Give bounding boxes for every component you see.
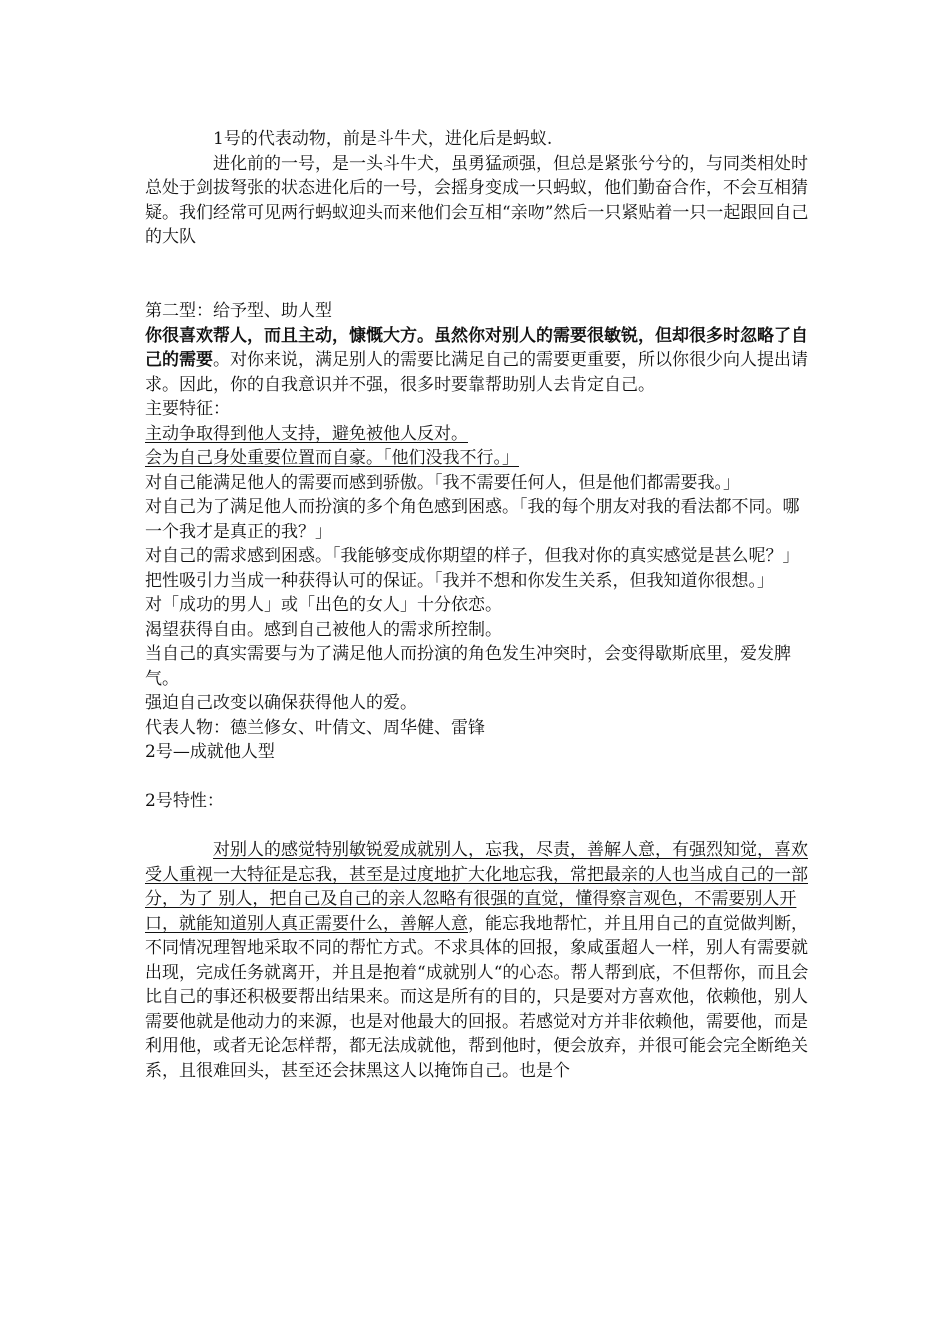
traits-underlined: 对别人的感觉特别敏锐爱成就别人，忘我，尽责，善解人意，有强烈知觉，喜欢受人重视一大特征是忘我，甚至是过度地扩大化地忘我，常把最亲的人也当成自己的一部分，为了 别人，把自己及自己的亲人忽略有很强的直觉，懂得察言观色，不需要别人开口，就能知道别人真正需要什么，善解人意 bbox=[145, 840, 808, 934]
spacer bbox=[145, 814, 810, 839]
feature-item: 渴望获得自由。感到自己被他人的需求所控制。 bbox=[145, 619, 502, 640]
feature-item: 把性吸引力当成一种获得认可的保证。「我并不想和你发生关系，但我知道你很想。」 bbox=[145, 570, 774, 591]
type2-intro-rest: 。对你来说，满足别人的需要比满足自己的需要更重要，所以你很少向人提出请求。因此，你的自我意识并不强，很多时要靠帮助别人去肯定自己。 bbox=[145, 350, 808, 395]
type2-intro-bold: 你很喜欢帮人，而且主动，慷慨大方。虽然你对别人的需要很敏锐，但却很多时忽略了自己的需要 bbox=[145, 325, 808, 370]
feature-item bbox=[145, 422, 810, 447]
feature-item: 对「成功的男人」或「出色的女人」十分依恋。 bbox=[145, 595, 502, 615]
section-type1 bbox=[145, 127, 810, 250]
representatives: 代表人物：德兰修女、叶倩文、周华健、雷锋 bbox=[145, 717, 485, 738]
type1-evolution-paragraph: 进化前的一号，是一头斗牛犬，虽勇猛顽强，但总是紧张兮兮的，与同类相处时总处于剑拔弩张的状态进化后的一号，会摇身变成一只蚂蚁，他们勤奋合作，不会互相猜疑。我们经常可见两行蚂蚁迎头而来他们会互相“亲吻”然后一只紧贴着一只一起跟回自己的大队 bbox=[145, 153, 809, 247]
feature-item: 对自己的需求感到困惑。「我能够变成你期望的样子，但我对你的真实感觉是甚么呢？」 bbox=[145, 546, 800, 566]
section-type2 bbox=[145, 299, 810, 1083]
feature-item bbox=[145, 446, 810, 471]
type2-heading: 第二型：给予型、助人型 bbox=[145, 301, 332, 321]
traits-label: 2号特性： bbox=[145, 791, 224, 811]
spacer bbox=[145, 765, 810, 790]
feature-item: 对自己能满足他人的需要而感到骄傲。「我不需要任何人，但是他们都需要我。」 bbox=[145, 472, 740, 493]
traits-paragraph bbox=[145, 838, 810, 1083]
type2-title: 2号—成就他人型 bbox=[145, 742, 275, 762]
type2-intro bbox=[145, 324, 810, 398]
feature-text-underlined: 会为自己身处重要位置而自豪。「他们没我不行。」 bbox=[145, 448, 519, 468]
features-label: 主要特征： bbox=[145, 399, 230, 419]
feature-item: 当自己的真实需要与为了满足他人而扮演的角色发生冲突时，会变得歇斯底里，爱发脾气。 bbox=[145, 644, 791, 689]
feature-item: 强迫自己改变以确保获得他人的爱。 bbox=[145, 693, 417, 713]
type1-animal-line: 1号的代表动物，前是斗牛犬，进化后是蚂蚁. bbox=[213, 129, 553, 149]
feature-text-underlined: 主动争取得到他人支持，避免被他人反对。 bbox=[145, 423, 468, 444]
feature-item: 对自己为了满足他人而扮演的多个角色感到困惑。「我的每个朋友对我的看法都不同。哪一个我才是真正的我？」 bbox=[145, 497, 800, 542]
traits-rest: ，能忘我地帮忙，并且用自己的直觉做判断，不同情况理智地采取不同的帮忙方式。不求具体的回报，象咸蛋超人一样，别人有需要就出现，完成任务就离开，并且是抱着“成就别人“的心态。帮人帮到底，不但帮你，而且会比自己的事还积极要帮出结果来。而这是所有的目的，只是要对方喜欢他，依赖他，别人需要他就是他动力的来源，也是对他最大的回报。若感觉对方并非依赖他，需要他，而是利用他，或者无论怎样帮，都无法成就他，帮到他时，便会放弃，并很可能会完全断绝关系，且很难回头，甚至还会抹黑这人以掩饰自己。也是个 bbox=[145, 913, 809, 1081]
